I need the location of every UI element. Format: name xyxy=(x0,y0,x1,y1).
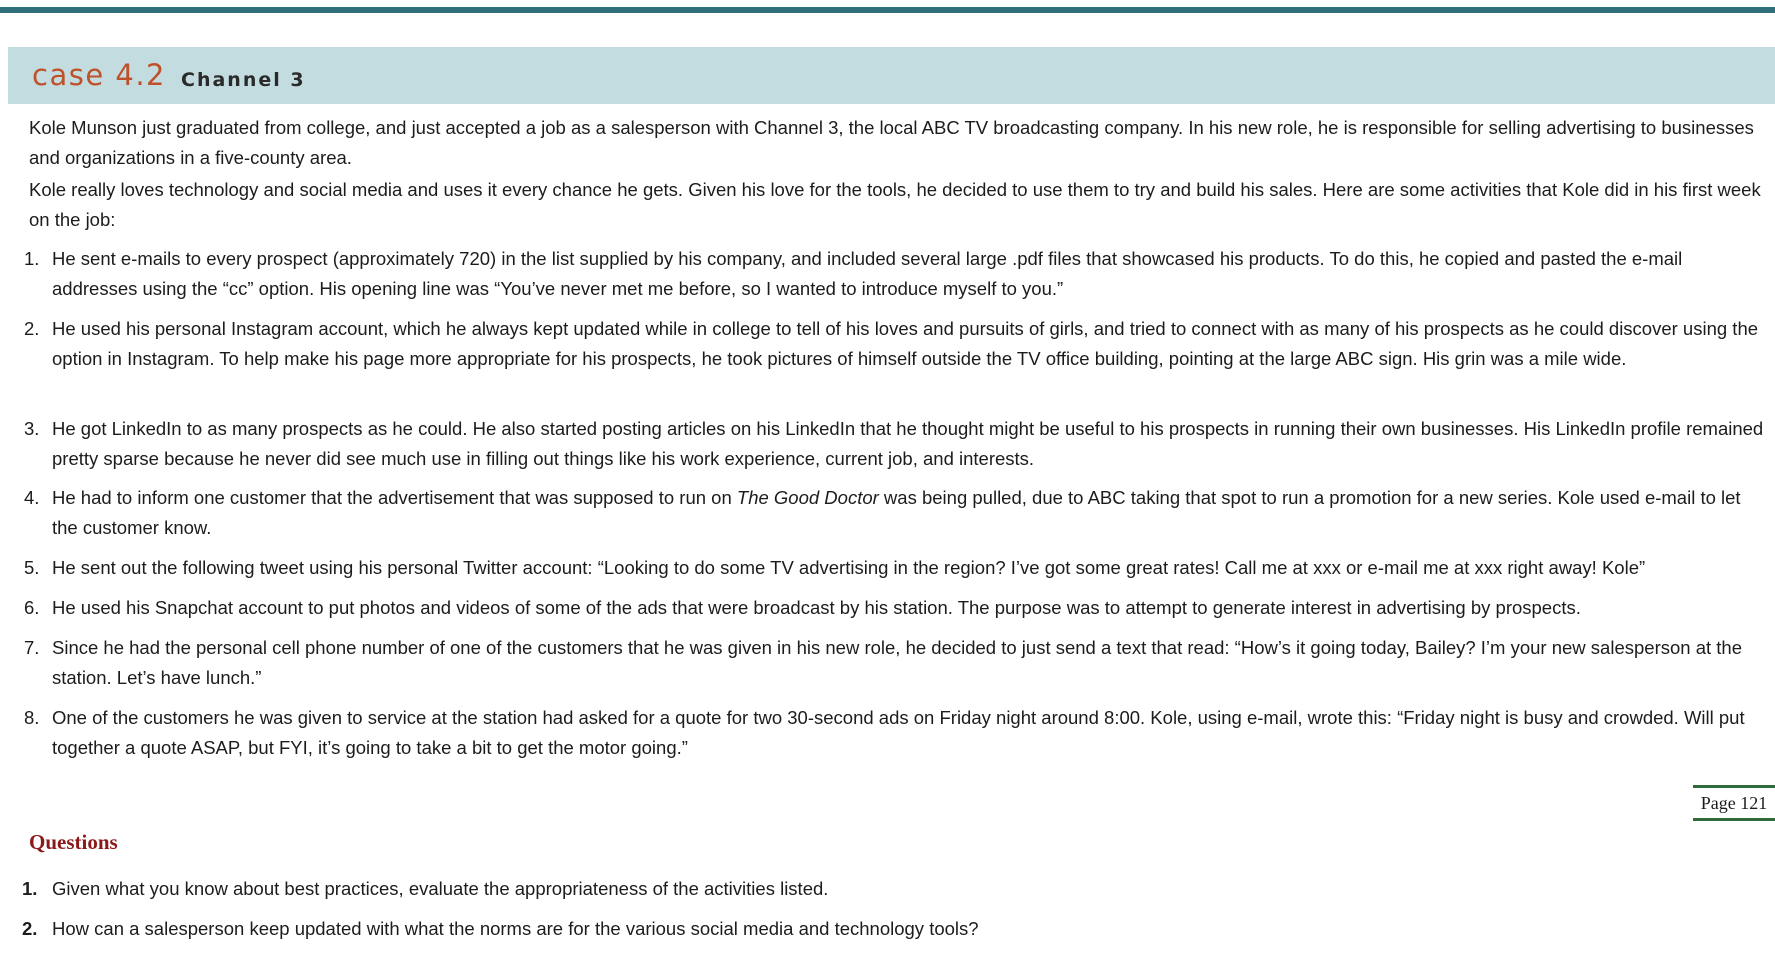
activity-text: He used his Snapchat account to put photos and videos of some of the ads that were broadcast by his station. The purpose was to attempt to generate interest in advertising by prospects. xyxy=(52,597,1581,618)
activity-text: He sent e-mails to every prospect (approximately 720) in the list supplied by his company, and included several large .pdf files that showcased his products. To do this, he copied and pasted the e-mail addresses using the “cc” option. His opening line was “You’ve never met me before, so I wanted to introduce myself to you.” xyxy=(52,248,1683,299)
activity-item xyxy=(20,483,1765,543)
activity-item xyxy=(20,593,1765,623)
activity-number: 6. xyxy=(24,597,40,618)
activity-number: 1. xyxy=(24,248,40,269)
activity-text xyxy=(52,483,1765,543)
questions-heading: Questions xyxy=(29,830,118,854)
page-number-marker: Page 121 xyxy=(1693,785,1775,821)
question-number: 2. xyxy=(22,918,38,939)
activity-number: 2. xyxy=(24,318,40,339)
activity-item xyxy=(20,314,1765,374)
case-number: case 4.2 xyxy=(32,58,167,92)
activity-number: 8. xyxy=(24,707,40,728)
intro-paragraph-1: Kole Munson just graduated from college, and just accepted a job as a salesperson with Channel 3, the local ABC TV broadcasting company. In his new role, he is responsible for selling advertising to businesses and organizations in a five-county area. xyxy=(29,117,1754,168)
intro-paragraph-2: Kole really loves technology and social media and uses it every chance he gets. Given his love for the tools, he decided to use them to try and build his sales. Here are some activities that Kole did in his first week on the job: xyxy=(29,179,1761,230)
activity-number: 5. xyxy=(24,557,40,578)
activity-item xyxy=(20,414,1765,474)
activity-number: 7. xyxy=(24,637,40,658)
activity-item xyxy=(20,633,1765,693)
question-text: How can a salesperson keep updated with what the norms are for the various social media and technology tools? xyxy=(52,918,979,939)
activity-text: He used his personal Instagram account, which he always kept updated while in college to tell of his loves and pursuits of girls, and tried to connect with as many of his prospects as he could discover using the option in Instagram. To help make his page more appropriate for his prospects, he took pictures of himself outside the TV office building, pointing at the large ABC sign. His grin was a mile wide. xyxy=(52,318,1759,369)
question-number: 1. xyxy=(22,878,38,899)
question-text: Given what you know about best practices, evaluate the appropriateness of the activities listed. xyxy=(52,878,829,899)
activity-text-after: was being pulled, due to ABC taking that spot to run a promotion for a new series. Kole used e-mail to let the customer know. xyxy=(52,487,1741,538)
activity-item xyxy=(20,244,1765,304)
activity-text-before: He had to inform one customer that the advertisement that was supposed to run on xyxy=(52,487,737,508)
case-title: Channel 3 xyxy=(181,69,306,91)
activity-text: Since he had the personal cell phone number of one of the customers that he was given in his new role, he decided to just send a text that read: “How’s it going today, Bailey? I’m your new salesperson at the station. Let’s have lunch.” xyxy=(52,637,1742,688)
question-item xyxy=(20,874,1765,904)
activity-text: One of the customers he was given to service at the station had asked for a quote for two 30-second ads on Friday night around 8:00. Kole, using e-mail, wrote this: “Friday night is busy and crowded. Will put together a quote ASAP, but FYI, it’s going to take a bit to get the motor going.” xyxy=(52,707,1745,758)
show-title: The Good Doctor xyxy=(736,487,879,508)
question-item xyxy=(20,914,1765,944)
activity-item xyxy=(20,703,1765,763)
activity-number: 3. xyxy=(24,418,40,439)
activity-text: He got LinkedIn to as many prospects as he could. He also started posting articles on his LinkedIn that he thought might be useful to his prospects in running their own businesses. His LinkedIn profile remained pretty sparse because he never did see much use in filling out things like his work experience, current job, and interests. xyxy=(52,418,1764,469)
activity-item xyxy=(20,553,1765,583)
top-rule xyxy=(0,7,1775,13)
activity-text: He sent out the following tweet using his personal Twitter account: “Looking to do some TV advertising in the region? I’ve got some great rates! Call me at xxx or e-mail me at xxx right away! Kole” xyxy=(52,557,1646,578)
activity-number: 4. xyxy=(24,487,40,508)
case-banner xyxy=(8,47,1775,104)
